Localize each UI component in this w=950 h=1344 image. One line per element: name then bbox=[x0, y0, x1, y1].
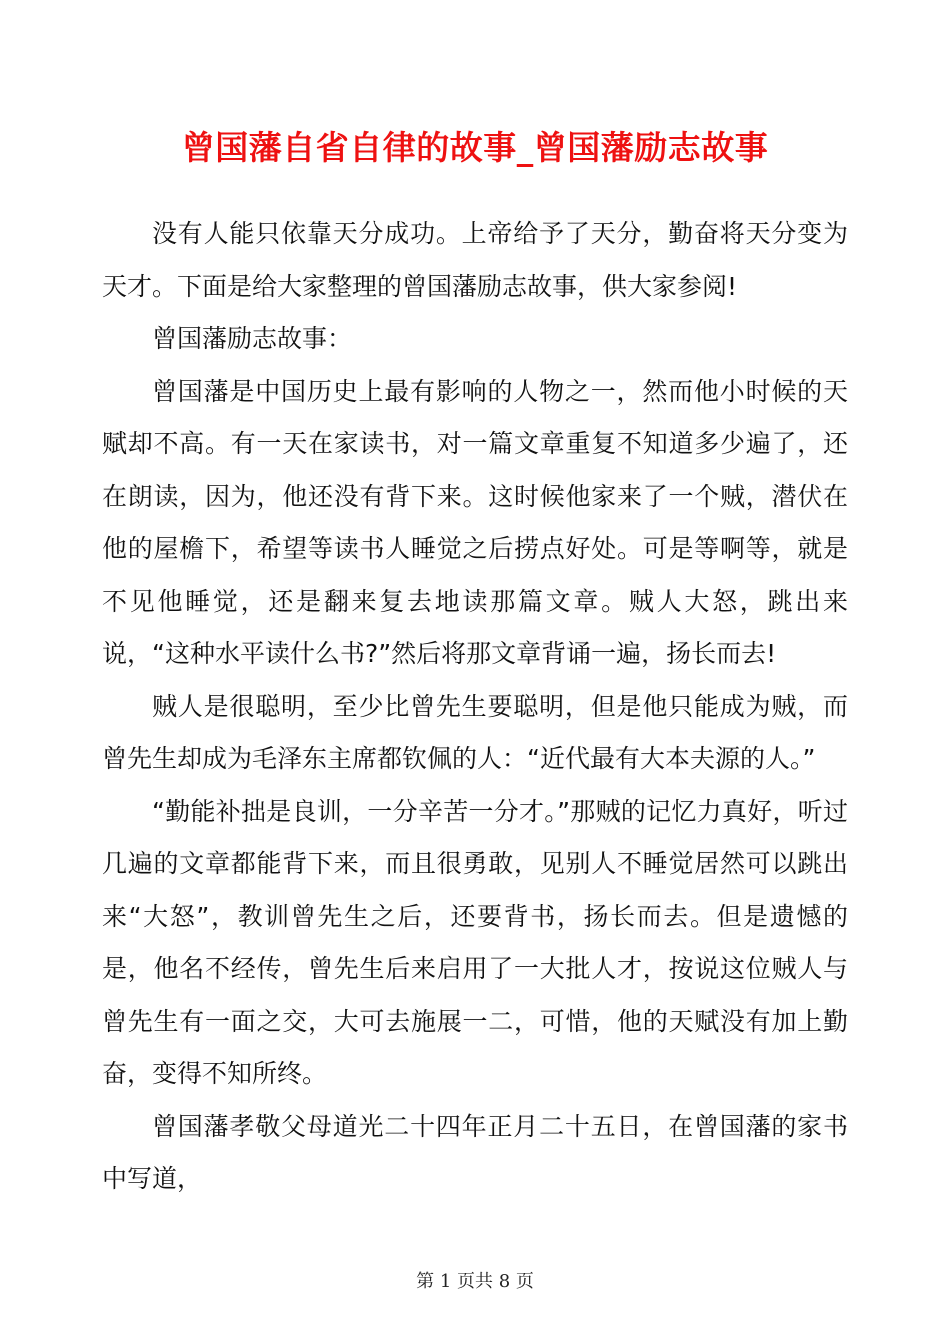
document-title: 曾国藩自省自律的故事_曾国藩励志故事 bbox=[181, 128, 769, 168]
paragraph-intro: 没有人能只依靠天分成功。上帝给予了天分，勤奋将天分变为天才。下面是给大家整理的曾国藩励志故事，供大家参阅! bbox=[102, 219, 848, 301]
document-body bbox=[102, 208, 848, 1206]
page-number-footer: 第 1 页共 8 页 bbox=[416, 1271, 534, 1292]
paragraph-comment: 贼人是很聪明，至少比曾先生要聪明，但是他只能成为贼，而曾先生却成为毛泽东主席都钦佩的人：“近代最有大本夫源的人。” bbox=[102, 691, 848, 773]
paragraph-story: 曾国藩是中国历史上最有影响的人物之一，然而他小时候的天赋却不高。有一天在家读书，对一篇文章重复不知道多少遍了，还在朗读，因为，他还没有背下来。这时候他家来了一个贼，潜伏在他的屋檐下，希望等读书人睡觉之后捞点好处。可是等啊等，就是不见他睡觉，还是翻来复去地读那篇文章。贼人大怒，跳出来说，“这种水平读什么书?”然后将那文章背诵一遍，扬长而去! bbox=[102, 376, 848, 668]
paragraph-section-heading: 曾国藩励志故事： bbox=[152, 324, 353, 353]
paragraph-moral: “勤能补拙是良训，一分辛苦一分才。”那贼的记忆力真好，听过几遍的文章都能背下来，而且很勇敢，见别人不睡觉居然可以跳出来“大怒”，教训曾先生之后，还要背书，扬长而去。但是遗憾的是，他名不经传，曾先生后来启用了一大批人才，按说这位贼人与曾先生有一面之交，大可去施展一二，可惜，他的天赋没有加上勤奋，变得不知所终。 bbox=[102, 796, 848, 1088]
paragraph-filial: 曾国藩孝敬父母道光二十四年正月二十五日，在曾国藩的家书中写道， bbox=[102, 1111, 848, 1193]
